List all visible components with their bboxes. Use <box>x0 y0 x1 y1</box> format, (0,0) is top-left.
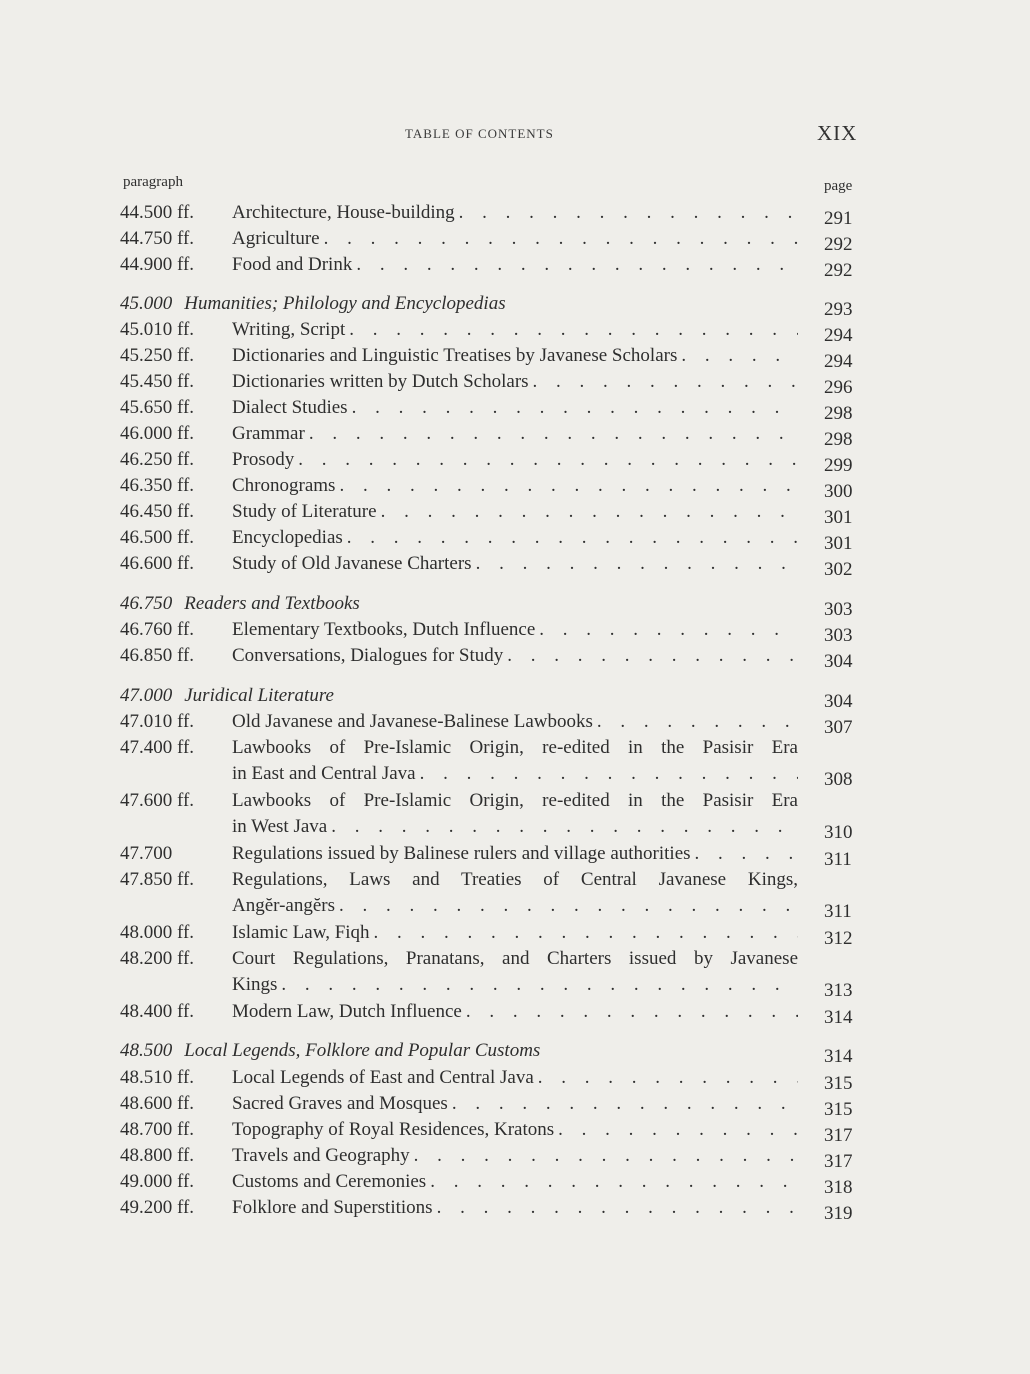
toc-entry <box>0 395 1030 424</box>
column-heading-paragraph: paragraph <box>123 174 183 190</box>
entry-title-line1: Lawbooks of Pre-Islamic Origin, re-edited in the Pasisir Era <box>232 737 798 758</box>
entry-page: 303 <box>824 599 853 620</box>
entry-number: 45.250 ff. <box>120 345 195 366</box>
entry-number: 45.010 ff. <box>120 319 195 340</box>
entry-page: 299 <box>824 455 853 476</box>
entry-page: 300 <box>824 481 853 502</box>
entry-page: 318 <box>824 1177 853 1198</box>
toc-entry <box>0 920 1030 949</box>
entry-title-line1: Regulations, Laws and Treaties of Central Javanese Kings, <box>232 869 798 890</box>
entry-page: 292 <box>824 260 853 281</box>
toc-entry <box>0 421 1030 450</box>
entry-page: 291 <box>824 208 853 229</box>
entry-number: 46.760 ff. <box>120 619 195 640</box>
toc-entry <box>0 1091 1030 1120</box>
entry-title: Architecture, House-building <box>232 202 455 223</box>
entry-title: Dialect Studies <box>232 397 348 418</box>
toc-entry <box>0 735 1030 790</box>
entry-title-line2: Kings <box>232 974 278 995</box>
entry-number: 47.010 ff. <box>120 711 195 732</box>
toc-section-heading <box>0 291 1030 320</box>
entry-page: 303 <box>824 625 853 646</box>
entry-page: 311 <box>824 901 852 922</box>
entry-title: Travels and Geography <box>232 1145 410 1166</box>
toc-entry <box>0 867 1030 922</box>
toc-entry <box>0 643 1030 672</box>
entry-title: Conversations, Dialogues for Study <box>232 645 504 666</box>
entry-page: 310 <box>824 822 853 843</box>
section-title: Humanities; Philology and Encyclopedias <box>184 293 506 314</box>
entry-title: Dictionaries written by Dutch Scholars <box>232 371 529 392</box>
entry-number: 49.000 ff. <box>120 1171 195 1192</box>
entry-title: Prosody <box>232 449 295 470</box>
section-title: Local Legends, Folklore and Popular Customs <box>184 1040 541 1061</box>
entry-number: 46.250 ff. <box>120 449 195 470</box>
toc-entry <box>0 551 1030 580</box>
entry-number: 46.850 ff. <box>120 645 195 666</box>
entry-title: Sacred Graves and Mosques <box>232 1093 448 1114</box>
entry-page: 301 <box>824 533 853 554</box>
entry-page: 302 <box>824 559 853 580</box>
entry-page: 307 <box>824 717 853 738</box>
entry-title: Dictionaries and Linguistic Treatises by Javanese Scholars <box>232 345 678 366</box>
entry-title-line1: Court Regulations, Pranatans, and Charters issued by Javanese <box>232 948 798 969</box>
toc-entry <box>0 999 1030 1028</box>
entry-number: 48.200 ff. <box>120 948 195 969</box>
toc-entry <box>0 946 1030 1001</box>
entry-page: 292 <box>824 234 853 255</box>
toc-entry <box>0 499 1030 528</box>
entry-title-line2: in West Java <box>232 816 328 837</box>
entry-number: 48.400 ff. <box>120 1001 195 1022</box>
toc-entry <box>0 617 1030 646</box>
entry-number: 45.650 ff. <box>120 397 195 418</box>
entry-number: 47.850 ff. <box>120 869 195 890</box>
entry-title: Agriculture <box>232 228 320 249</box>
entry-page: 312 <box>824 928 853 949</box>
entry-title: Food and Drink <box>232 254 353 275</box>
entry-page: 315 <box>824 1099 853 1120</box>
toc-entry <box>0 525 1030 554</box>
entry-title: Grammar <box>232 423 305 444</box>
entry-page: 317 <box>824 1125 853 1146</box>
entry-title: Study of Literature <box>232 501 377 522</box>
entry-page: 314 <box>824 1046 853 1067</box>
entry-number: 48.600 ff. <box>120 1093 195 1114</box>
entry-title: Old Javanese and Javanese-Balinese Lawbooks <box>232 711 593 732</box>
entry-title: Customs and Ceremonies <box>232 1171 427 1192</box>
entry-title: Regulations issued by Balinese rulers and village authorities <box>232 843 691 864</box>
entry-page: 304 <box>824 691 853 712</box>
entry-number: 44.750 ff. <box>120 228 195 249</box>
entry-page: 311 <box>824 849 852 870</box>
entry-number: 48.800 ff. <box>120 1145 195 1166</box>
entry-number: 46.350 ff. <box>120 475 195 496</box>
entry-title: Writing, Script <box>232 319 346 340</box>
page-folio: XIX <box>817 121 858 145</box>
entry-page: 294 <box>824 351 853 372</box>
entry-title: Elementary Textbooks, Dutch Influence <box>232 619 536 640</box>
toc-entry <box>0 1169 1030 1198</box>
toc-entry <box>0 200 1030 229</box>
entry-title: Local Legends of East and Central Java <box>232 1067 534 1088</box>
toc-section-heading <box>0 591 1030 620</box>
entry-page: 293 <box>824 299 853 320</box>
entry-page: 315 <box>824 1073 853 1094</box>
toc-section-heading <box>0 1038 1030 1067</box>
toc-entry <box>0 317 1030 346</box>
entry-title: Modern Law, Dutch Influence <box>232 1001 462 1022</box>
entry-title-line2: Angĕr-angĕrs <box>232 895 336 916</box>
entry-number: 47.600 ff. <box>120 790 195 811</box>
entry-number: 47.700 <box>120 843 173 864</box>
entry-number: 46.500 ff. <box>120 527 195 548</box>
entry-page: 298 <box>824 429 853 450</box>
entry-page: 317 <box>824 1151 853 1172</box>
toc-entry <box>0 1143 1030 1172</box>
entry-number: 48.000 ff. <box>120 922 195 943</box>
entry-number: 46.600 ff. <box>120 553 195 574</box>
entry-number: 48.510 ff. <box>120 1067 195 1088</box>
entry-number: 44.500 ff. <box>120 202 195 223</box>
toc-entry <box>0 369 1030 398</box>
section-title: Juridical Literature <box>184 685 334 706</box>
entry-title: Topography of Royal Residences, Kratons <box>232 1119 555 1140</box>
section-number: 45.000 <box>120 293 173 314</box>
toc-entry <box>0 252 1030 281</box>
entry-page: 301 <box>824 507 853 528</box>
toc-entry <box>0 226 1030 255</box>
entry-title: Islamic Law, Fiqh <box>232 922 370 943</box>
toc-entry <box>0 447 1030 476</box>
section-number: 47.000 <box>120 685 173 706</box>
toc-entry <box>0 1117 1030 1146</box>
entry-page: 308 <box>824 769 853 790</box>
entry-page: 296 <box>824 377 853 398</box>
toc-entry <box>0 788 1030 843</box>
entry-number: 45.450 ff. <box>120 371 195 392</box>
section-number: 48.500 <box>120 1040 173 1061</box>
toc-entry <box>0 473 1030 502</box>
running-head: TABLE OF CONTENTS <box>405 126 554 141</box>
toc-entry <box>0 1065 1030 1094</box>
toc-section-heading <box>0 683 1030 712</box>
entry-title: Study of Old Javanese Charters <box>232 553 472 574</box>
entry-number: 46.450 ff. <box>120 501 195 522</box>
toc-entry <box>0 841 1030 870</box>
entry-number: 48.700 ff. <box>120 1119 195 1140</box>
entry-title: Folklore and Superstitions <box>232 1197 433 1218</box>
toc-entry <box>0 1195 1030 1224</box>
section-number: 46.750 <box>120 593 173 614</box>
entry-title-line1: Lawbooks of Pre-Islamic Origin, re-edited in the Pasisir Era <box>232 790 798 811</box>
entry-title: Chronograms <box>232 475 336 496</box>
entry-page: 304 <box>824 651 853 672</box>
entry-page: 314 <box>824 1007 853 1028</box>
entry-number: 46.000 ff. <box>120 423 195 444</box>
section-title: Readers and Textbooks <box>184 593 360 614</box>
entry-title: Encyclopedias <box>232 527 343 548</box>
entry-page: 298 <box>824 403 853 424</box>
entry-number: 47.400 ff. <box>120 737 195 758</box>
entry-number: 44.900 ff. <box>120 254 195 275</box>
toc-entry <box>0 709 1030 738</box>
column-heading-page: page <box>824 178 853 194</box>
entry-page: 319 <box>824 1203 853 1224</box>
entry-number: 49.200 ff. <box>120 1197 195 1218</box>
entry-title-line2: in East and Central Java <box>232 763 416 784</box>
entry-page: 313 <box>824 980 853 1001</box>
toc-entry <box>0 343 1030 372</box>
entry-page: 294 <box>824 325 853 346</box>
